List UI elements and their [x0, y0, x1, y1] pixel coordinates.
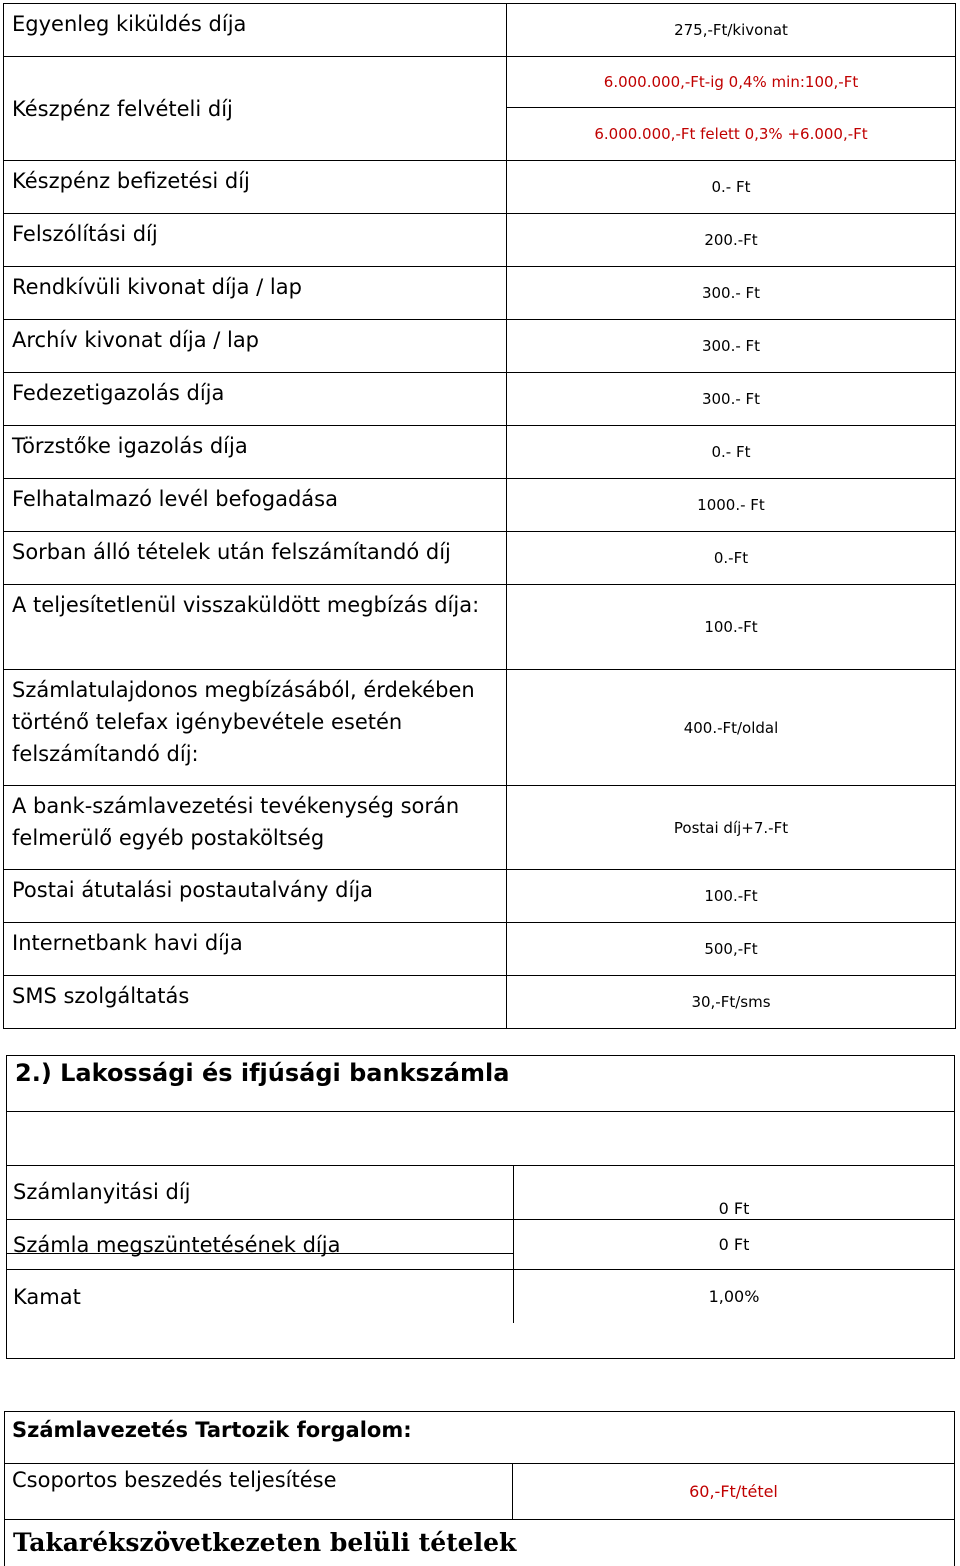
row-label: Számlanyitási díj — [13, 1180, 191, 1204]
row-value: 1000.- Ft — [697, 496, 765, 514]
table-row — [4, 922, 955, 975]
empty-row — [7, 1112, 954, 1166]
fees-table — [3, 3, 956, 1029]
row-label: Rendkívüli kivonat díja / lap — [4, 267, 507, 319]
row-value: 0 Ft — [514, 1219, 954, 1269]
table-row — [7, 1270, 954, 1323]
row-value: 0.- Ft — [711, 178, 751, 196]
row-label: Csoportos beszedés teljesítése — [5, 1464, 513, 1519]
row-value: 60,-Ft/tétel — [689, 1482, 778, 1501]
row-value: 100.-Ft — [704, 618, 758, 636]
table-row — [4, 975, 955, 1028]
row-value: 0.- Ft — [711, 443, 751, 461]
row-label: Fedezetigazolás díja — [4, 373, 507, 425]
row-label: Törzstőke igazolás díja — [4, 426, 507, 478]
table-row — [4, 4, 955, 56]
row-label: Számlatulajdonos megbízásából, érdekében történő telefax igénybevétele esetén felszámítandó díj: — [4, 670, 507, 785]
row-value-part: 6.000.000,-Ft-ig 0,4% min:100,-Ft — [507, 57, 955, 108]
row-label: Készpénz befizetési díj — [4, 161, 507, 213]
section-subheading: Takarékszövetkezeten belüli tételek — [13, 1528, 517, 1557]
row-value: 300.- Ft — [701, 284, 761, 302]
table-row — [4, 584, 955, 669]
row-label: Felszólítási díj — [4, 214, 507, 266]
row-value: 275,-Ft/kivonat — [674, 21, 788, 39]
row-value: 0.-Ft — [713, 549, 749, 567]
row-value — [507, 57, 955, 160]
table-row — [4, 213, 955, 266]
row-value: 200.-Ft — [704, 231, 758, 249]
table-row — [4, 160, 955, 213]
table-row — [5, 1464, 954, 1520]
row-label: Felhatalmazó levél befogadása — [4, 479, 507, 531]
row-value: 400.-Ft/oldal — [683, 718, 779, 737]
row-value-part: 6.000.000,-Ft felett 0,3% +6.000,-Ft — [594, 125, 868, 143]
table-row — [4, 372, 955, 425]
section-heading: Számlavezetés Tartozik forgalom: — [5, 1412, 954, 1464]
table-row — [4, 785, 955, 869]
table-row — [4, 56, 955, 160]
row-label: Egyenleg kiküldés díja — [4, 4, 507, 56]
row-label: SMS szolgáltatás — [4, 976, 507, 1028]
row-label: Számla megszüntetésének díja — [7, 1219, 514, 1269]
section-heading: 2.) Lakossági és ifjúsági bankszámla — [7, 1056, 954, 1112]
table-row — [4, 266, 955, 319]
row-label: Archív kivonat díja / lap — [4, 320, 507, 372]
table-row — [4, 319, 955, 372]
row-label: Sorban álló tételek után felszámítandó díj — [4, 532, 507, 584]
row-value: 30,-Ft/sms — [691, 993, 771, 1011]
row-value: 100.-Ft — [704, 887, 758, 905]
row-value: 1,00% — [708, 1287, 760, 1306]
row-value: 0 Ft — [718, 1199, 750, 1218]
row-label: Kamat — [7, 1270, 514, 1323]
table-row — [4, 869, 955, 922]
row-label: Internetbank havi díja — [4, 923, 507, 975]
row-label-group — [7, 1166, 514, 1253]
row-label: A bank-számlavezetési tevékenység során felmerülő egyéb postaköltség — [4, 786, 507, 869]
row-label: A teljesítetlenül visszaküldött megbízás díja: — [4, 585, 507, 669]
row-value: 300.- Ft — [701, 390, 761, 408]
row-label: Postai átutalási postautalvány díja — [4, 870, 507, 922]
row-label: Készpénz felvételi díj — [4, 57, 507, 160]
row-value: Postai díj+7.-Ft — [673, 818, 789, 837]
table-row — [4, 669, 955, 785]
row-value: 500,-Ft — [704, 940, 758, 958]
retail-account-table — [6, 1055, 955, 1359]
row-value: 300.- Ft — [701, 337, 761, 355]
table-row — [4, 531, 955, 584]
table-row — [4, 425, 955, 478]
debit-turnover-table — [4, 1411, 955, 1566]
table-row — [4, 478, 955, 531]
